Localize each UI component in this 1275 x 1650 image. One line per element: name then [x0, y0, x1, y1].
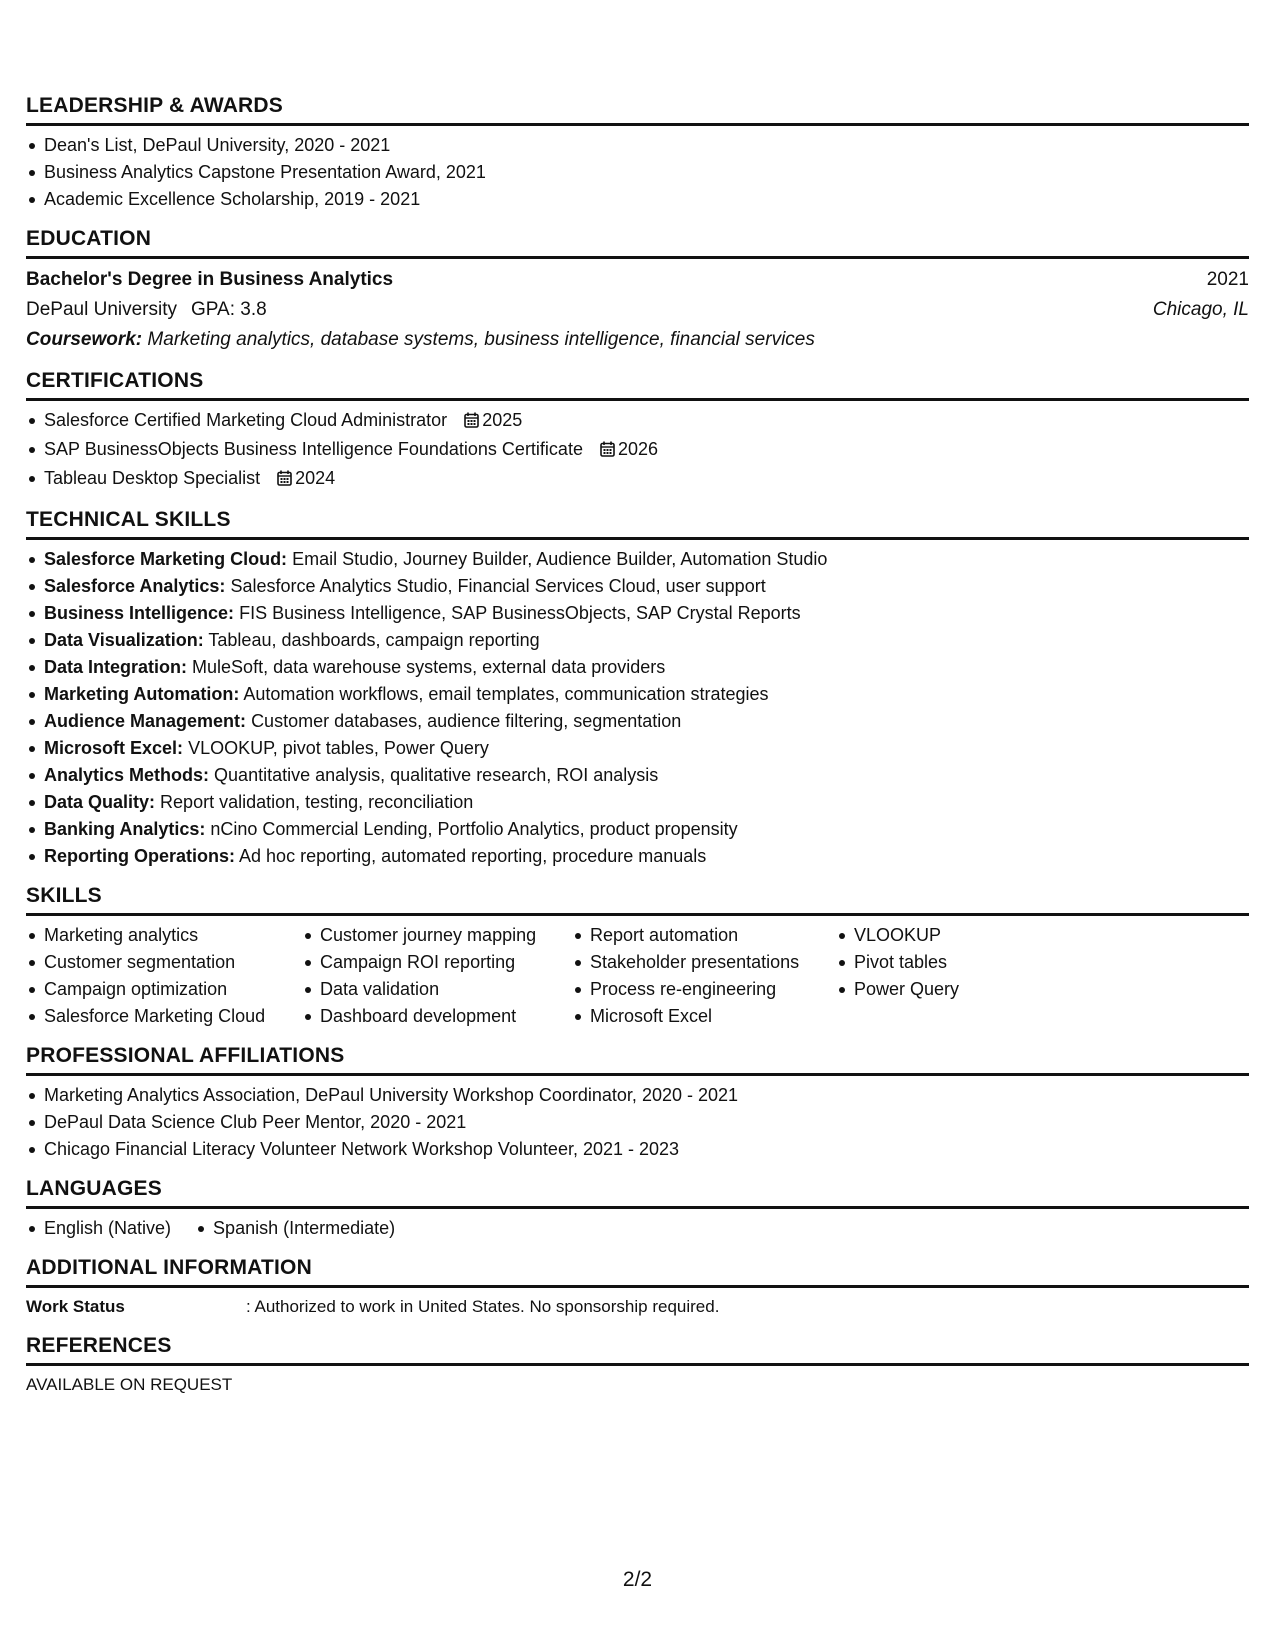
list-item — [26, 465, 1249, 494]
list-item: Chicago Financial Literacy Volunteer Network Workshop Volunteer, 2021 - 2023 — [26, 1136, 1249, 1163]
school-name: DePaul University — [26, 299, 177, 320]
list-item: Campaign ROI reporting — [302, 949, 560, 976]
section-title: EDUCATION — [26, 227, 1249, 259]
certification-name: Salesforce Certified Marketing Cloud Administrator — [44, 410, 448, 430]
list-item: Campaign optimization — [26, 976, 290, 1003]
skill-category: Business Intelligence: — [44, 603, 235, 623]
section-certifications — [26, 369, 1249, 494]
section-references — [26, 1334, 1249, 1398]
list-item — [26, 708, 1249, 735]
list-item: Customer segmentation — [26, 949, 290, 976]
skill-category: Reporting Operations: — [44, 846, 236, 866]
certification-year: 2024 — [295, 468, 336, 488]
school-location: Chicago, IL — [1152, 299, 1249, 320]
section-additional-information — [26, 1256, 1249, 1320]
list-item: Dashboard development — [302, 1003, 560, 1030]
section-leadership-awards — [26, 94, 1249, 213]
list-item — [26, 407, 1249, 436]
technical-skills-list — [26, 546, 1249, 870]
section-title: ADDITIONAL INFORMATION — [26, 1256, 1249, 1288]
section-title: REFERENCES — [26, 1334, 1249, 1366]
section-title: TECHNICAL SKILLS — [26, 508, 1249, 540]
skill-details: Report validation, testing, reconciliation — [160, 792, 474, 812]
section-technical-skills — [26, 508, 1249, 870]
skill-category: Microsoft Excel: — [44, 738, 184, 758]
list-item — [26, 789, 1249, 816]
languages-list — [26, 1215, 1249, 1242]
work-status-row — [26, 1294, 1249, 1320]
calendar-icon — [277, 467, 292, 494]
list-item: Power Query — [836, 976, 1036, 1003]
coursework-label: Coursework: — [26, 329, 143, 350]
list-item: Marketing Analytics Association, DePaul University Workshop Coordinator, 2020 - 2021 — [26, 1082, 1249, 1109]
list-item: VLOOKUP — [836, 922, 1036, 949]
certification-name: Tableau Desktop Specialist — [44, 468, 261, 488]
skills-column — [26, 922, 290, 1030]
list-item: Spanish (Intermediate) — [195, 1215, 395, 1242]
list-item: Pivot tables — [836, 949, 1036, 976]
list-item — [26, 735, 1249, 762]
list-item: Report automation — [572, 922, 824, 949]
section-title: LEADERSHIP & AWARDS — [26, 94, 1249, 126]
skill-details: Ad hoc reporting, automated reporting, procedure manuals — [239, 846, 707, 866]
work-status-label: Work Status — [26, 1297, 125, 1316]
list-item: Data validation — [302, 976, 560, 1003]
list-item: Academic Excellence Scholarship, 2019 - 2021 — [26, 186, 1249, 213]
skill-category: Data Integration: — [44, 657, 188, 677]
resume-page — [26, 94, 1249, 1412]
list-item: Salesforce Marketing Cloud — [26, 1003, 290, 1030]
coursework — [26, 325, 1249, 355]
skill-details: Tableau, dashboards, campaign reporting — [208, 630, 540, 650]
page-number: 2/2 — [622, 1568, 653, 1591]
list-item: DePaul Data Science Club Peer Mentor, 2020 - 2021 — [26, 1109, 1249, 1136]
skill-details: Automation workflows, email templates, communication strategies — [243, 684, 769, 704]
section-professional-affiliations — [26, 1044, 1249, 1163]
graduation-year: 2021 — [1206, 269, 1249, 290]
skill-category: Data Visualization: — [44, 630, 204, 650]
awards-list — [26, 132, 1249, 213]
list-item: Stakeholder presentations — [572, 949, 824, 976]
work-status-value: : Authorized to work in United States. No sponsorship required. — [246, 1297, 720, 1316]
skill-details: Salesforce Analytics Studio, Financial Services Cloud, user support — [230, 576, 766, 596]
skill-details: MuleSoft, data warehouse systems, external data providers — [192, 657, 666, 677]
list-item — [26, 654, 1249, 681]
certifications-list — [26, 407, 1249, 494]
references-text: AVAILABLE ON REQUEST — [26, 1375, 233, 1394]
skill-category: Salesforce Marketing Cloud: — [44, 549, 288, 569]
coursework-text: Marketing analytics, database systems, business intelligence, financial services — [147, 329, 815, 350]
list-item: Customer journey mapping — [302, 922, 560, 949]
list-item: Marketing analytics — [26, 922, 290, 949]
list-item — [26, 600, 1249, 627]
section-title: CERTIFICATIONS — [26, 369, 1249, 401]
education-school-row — [26, 295, 1249, 325]
skill-details: Quantitative analysis, qualitative research, ROI analysis — [214, 765, 659, 785]
list-item — [26, 681, 1249, 708]
list-item: English (Native) — [26, 1215, 171, 1242]
calendar-icon — [600, 438, 615, 465]
skills-column — [836, 922, 1036, 1030]
list-item — [26, 436, 1249, 465]
section-skills — [26, 884, 1249, 1030]
list-item — [26, 627, 1249, 654]
list-item: Business Analytics Capstone Presentation Award, 2021 — [26, 159, 1249, 186]
list-item — [26, 762, 1249, 789]
gpa: GPA: 3.8 — [191, 299, 267, 320]
degree-name: Bachelor's Degree in Business Analytics — [26, 269, 394, 290]
certification-year: 2026 — [617, 439, 659, 459]
section-title: SKILLS — [26, 884, 1249, 916]
affiliations-list — [26, 1082, 1249, 1163]
skills-grid — [26, 922, 1249, 1030]
list-item — [26, 546, 1249, 573]
skills-column — [572, 922, 824, 1030]
skill-details: Email Studio, Journey Builder, Audience Builder, Automation Studio — [292, 549, 828, 569]
skill-details: FIS Business Intelligence, SAP BusinessObjects, SAP Crystal Reports — [239, 603, 801, 623]
skill-category: Audience Management: — [44, 711, 247, 731]
list-item: Process re-engineering — [572, 976, 824, 1003]
section-education — [26, 227, 1249, 355]
section-title: PROFESSIONAL AFFILIATIONS — [26, 1044, 1249, 1076]
calendar-icon — [464, 409, 479, 436]
certification-year: 2025 — [482, 410, 523, 430]
list-item: Dean's List, DePaul University, 2020 - 2021 — [26, 132, 1249, 159]
list-item: Microsoft Excel — [572, 1003, 824, 1030]
list-item — [26, 843, 1249, 870]
skill-details: nCino Commercial Lending, Portfolio Analytics, product propensity — [210, 819, 738, 839]
skill-category: Analytics Methods: — [44, 765, 210, 785]
skill-category: Data Quality: — [44, 792, 156, 812]
section-title: LANGUAGES — [26, 1177, 1249, 1209]
skill-category: Salesforce Analytics: — [44, 576, 226, 596]
education-degree-row — [26, 265, 1249, 295]
section-languages — [26, 1177, 1249, 1242]
list-item — [26, 573, 1249, 600]
skill-details: Customer databases, audience filtering, segmentation — [251, 711, 682, 731]
list-item — [26, 816, 1249, 843]
skill-category: Marketing Automation: — [44, 684, 240, 704]
certification-name: SAP BusinessObjects Business Intelligence Foundations Certificate — [44, 439, 583, 459]
skills-column — [302, 922, 560, 1030]
skill-category: Banking Analytics: — [44, 819, 206, 839]
skill-details: VLOOKUP, pivot tables, Power Query — [188, 738, 489, 758]
